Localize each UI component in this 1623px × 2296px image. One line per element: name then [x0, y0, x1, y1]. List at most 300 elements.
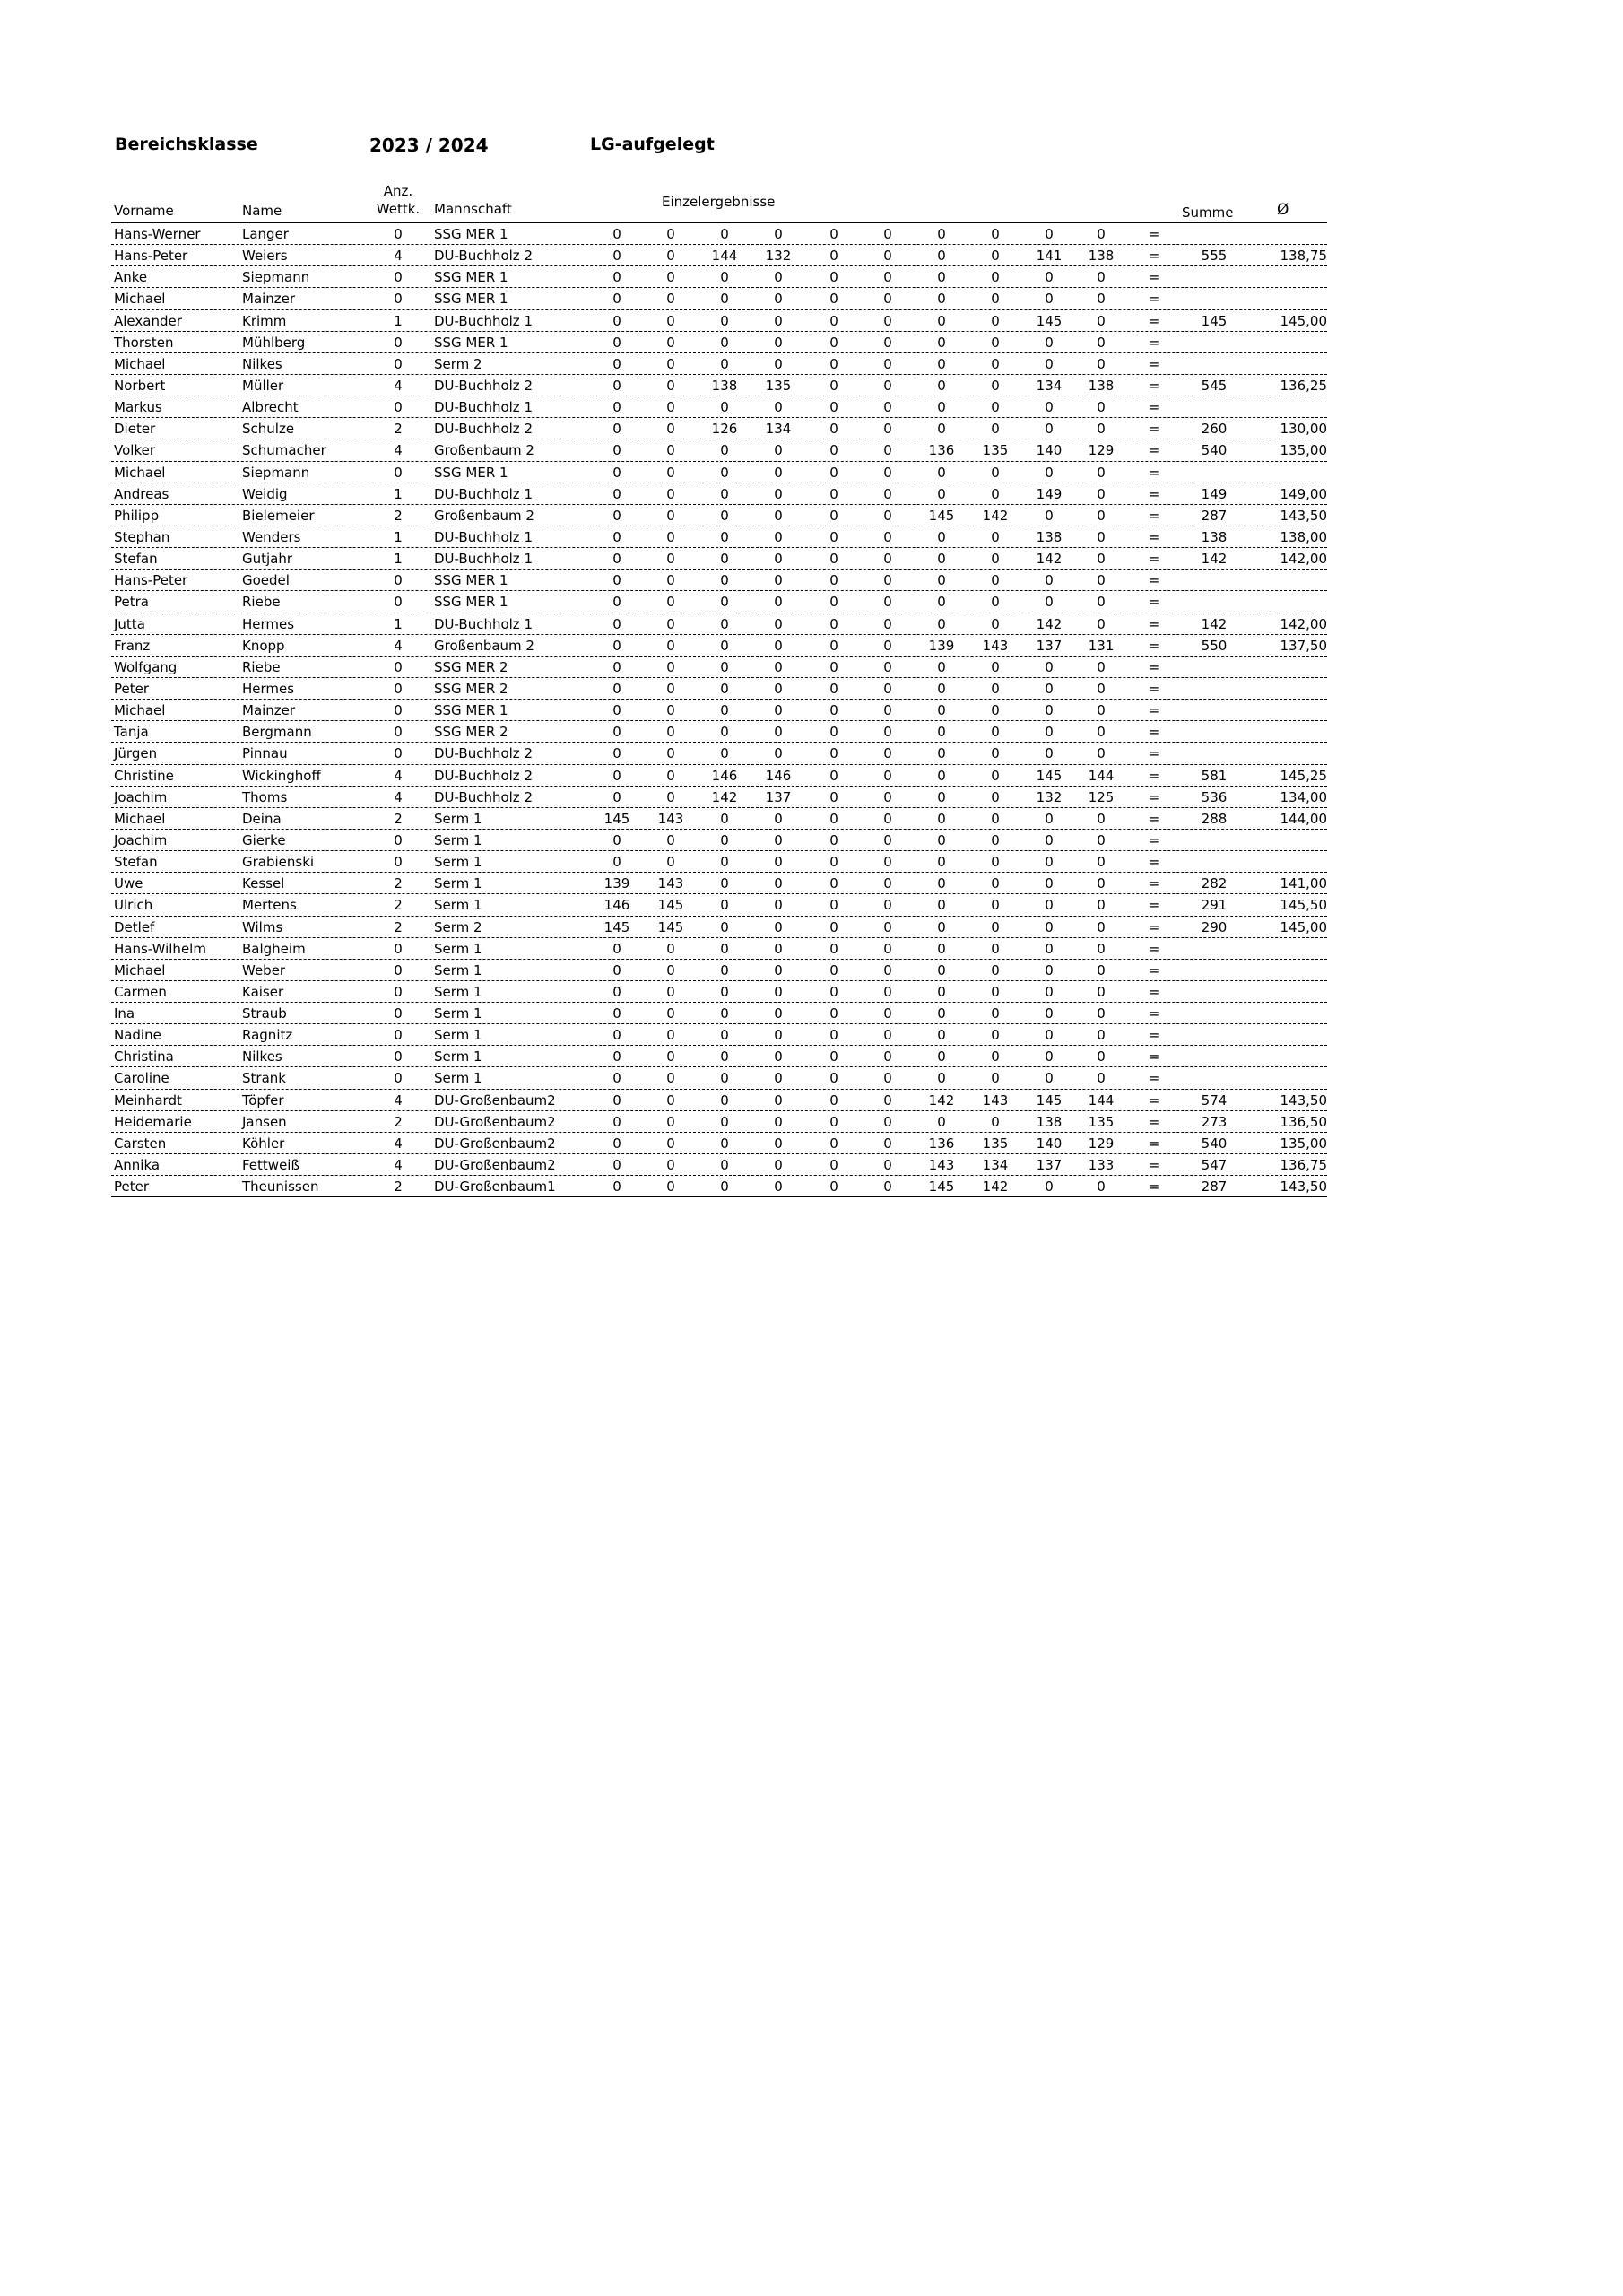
team-cell: SSG MER 1 [434, 226, 508, 242]
sum-cell: 555 [1201, 248, 1228, 265]
result-cell: 0 [666, 442, 675, 459]
result-cell: 140 [1036, 442, 1063, 459]
result-cell: 0 [829, 875, 838, 892]
result-cell: 0 [883, 767, 892, 784]
last-name-cell: Schulze [242, 421, 295, 438]
result-cell: 0 [1097, 399, 1106, 416]
last-name-cell: Knopp [242, 637, 285, 654]
result-cell: 144 [1088, 1091, 1115, 1109]
result-cell: 0 [612, 767, 621, 784]
col-results: Einzelergebnisse [662, 194, 776, 210]
result-cell: 0 [991, 961, 1000, 978]
result-cell: 0 [829, 1027, 838, 1044]
first-name-cell: Wolfgang [114, 658, 178, 675]
result-cell: 0 [829, 572, 838, 589]
average-cell: 145,00 [1280, 918, 1327, 935]
result-cell: 0 [991, 594, 1000, 611]
result-cell: 0 [774, 442, 783, 459]
team-cell: Serm 1 [434, 961, 482, 978]
table-row [111, 917, 1327, 938]
team-cell: SSG MER 2 [434, 680, 508, 697]
result-cell: 0 [612, 1178, 621, 1196]
equals-sign: = [1148, 961, 1160, 978]
class-title: Bereichsklasse [115, 135, 258, 154]
average-cell: 142,00 [1280, 615, 1327, 632]
result-cell: 0 [612, 485, 621, 502]
result-cell: 0 [720, 1027, 729, 1044]
result-cell: 136 [928, 1135, 955, 1152]
result-cell: 0 [829, 528, 838, 545]
table-row [111, 591, 1327, 613]
result-cell: 146 [711, 767, 738, 784]
first-name-cell: Peter [114, 680, 150, 697]
count-cell: 4 [394, 1135, 403, 1152]
count-cell: 0 [394, 1005, 403, 1022]
result-cell: 0 [720, 831, 729, 848]
sum-cell: 581 [1201, 767, 1228, 784]
result-cell: 0 [937, 528, 946, 545]
result-cell: 0 [720, 702, 729, 719]
result-cell: 0 [720, 269, 729, 286]
result-cell: 0 [1097, 831, 1106, 848]
sum-cell: 540 [1201, 1135, 1228, 1152]
count-cell: 0 [394, 724, 403, 741]
team-cell: SSG MER 1 [434, 572, 508, 589]
count-cell: 0 [394, 658, 403, 675]
equals-sign: = [1148, 334, 1160, 351]
result-cell: 0 [774, 940, 783, 957]
average-cell: 136,25 [1280, 377, 1327, 394]
result-cell: 0 [612, 312, 621, 329]
result-cell: 145 [1036, 312, 1063, 329]
table-row [111, 1111, 1327, 1133]
result-cell: 0 [937, 615, 946, 632]
team-cell: Serm 1 [434, 1070, 482, 1087]
result-cell: 0 [883, 983, 892, 1000]
result-cell: 0 [1097, 918, 1106, 935]
result-cell: 0 [937, 334, 946, 351]
result-cell: 0 [612, 1157, 621, 1174]
team-cell: DU-Buchholz 1 [434, 399, 533, 416]
result-cell: 138 [1036, 1113, 1063, 1130]
result-cell: 0 [829, 831, 838, 848]
result-cell: 0 [937, 226, 946, 242]
result-cell: 0 [937, 572, 946, 589]
result-cell: 0 [720, 355, 729, 372]
first-name-cell: Thorsten [114, 334, 174, 351]
first-name-cell: Norbert [114, 377, 166, 394]
result-cell: 0 [883, 551, 892, 568]
result-cell: 0 [937, 918, 946, 935]
results-table [111, 178, 1327, 1197]
result-cell: 0 [720, 528, 729, 545]
result-cell: 0 [829, 1091, 838, 1109]
result-cell: 0 [883, 724, 892, 741]
result-cell: 0 [829, 355, 838, 372]
first-name-cell: Dieter [114, 421, 156, 438]
result-cell: 0 [1097, 594, 1106, 611]
result-cell: 143 [657, 875, 684, 892]
team-cell: Serm 1 [434, 983, 482, 1000]
equals-sign: = [1148, 226, 1160, 242]
result-cell: 0 [774, 983, 783, 1000]
result-cell: 0 [1097, 724, 1106, 741]
result-cell: 0 [991, 399, 1000, 416]
team-cell: Serm 2 [434, 355, 482, 372]
first-name-cell: Caroline [114, 1070, 169, 1087]
result-cell: 0 [1045, 918, 1054, 935]
last-name-cell: Mainzer [242, 291, 296, 308]
table-row [111, 1003, 1327, 1024]
equals-sign: = [1148, 485, 1160, 502]
result-cell: 0 [937, 810, 946, 827]
result-cell: 0 [666, 961, 675, 978]
result-cell: 0 [991, 767, 1000, 784]
result-cell: 0 [829, 421, 838, 438]
equals-sign: = [1148, 983, 1160, 1000]
count-cell: 4 [394, 767, 403, 784]
result-cell: 0 [1097, 334, 1106, 351]
equals-sign: = [1148, 377, 1160, 394]
result-cell: 0 [666, 269, 675, 286]
sum-cell: 142 [1201, 615, 1228, 632]
table-row [111, 700, 1327, 721]
table-row [111, 1046, 1327, 1067]
count-cell: 0 [394, 1048, 403, 1065]
result-cell: 141 [1036, 248, 1063, 265]
result-cell: 0 [991, 810, 1000, 827]
first-name-cell: Christine [114, 767, 174, 784]
result-cell: 0 [720, 983, 729, 1000]
table-row [111, 938, 1327, 960]
result-cell: 0 [666, 854, 675, 871]
table-row [111, 548, 1327, 570]
result-cell: 0 [774, 658, 783, 675]
col-sum: Summe [1182, 204, 1234, 221]
last-name-cell: Wenders [242, 528, 301, 545]
result-cell: 137 [765, 788, 792, 805]
result-cell: 0 [829, 1005, 838, 1022]
sum-cell: 550 [1201, 637, 1228, 654]
table-row [111, 332, 1327, 353]
result-cell: 0 [666, 745, 675, 762]
table-row [111, 288, 1327, 309]
last-name-cell: Mainzer [242, 702, 296, 719]
result-cell: 0 [612, 1005, 621, 1022]
result-cell: 0 [829, 269, 838, 286]
result-cell: 0 [829, 637, 838, 654]
count-cell: 2 [394, 918, 403, 935]
equals-sign: = [1148, 1178, 1160, 1196]
result-cell: 135 [982, 1135, 1009, 1152]
table-row [111, 1067, 1327, 1089]
last-name-cell: Töpfer [242, 1091, 284, 1109]
count-cell: 1 [394, 551, 403, 568]
result-cell: 0 [774, 226, 783, 242]
first-name-cell: Franz [114, 637, 151, 654]
result-cell: 0 [666, 528, 675, 545]
result-cell: 0 [720, 897, 729, 914]
average-cell: 149,00 [1280, 485, 1327, 502]
result-cell: 0 [1045, 421, 1054, 438]
result-cell: 0 [829, 680, 838, 697]
first-name-cell: Jutta [114, 615, 145, 632]
table-row [111, 375, 1327, 396]
last-name-cell: Nilkes [242, 355, 282, 372]
count-cell: 1 [394, 485, 403, 502]
team-cell: SSG MER 1 [434, 291, 508, 308]
result-cell: 149 [1036, 485, 1063, 502]
result-cell: 0 [720, 464, 729, 481]
result-cell: 0 [612, 1091, 621, 1109]
table-row [111, 981, 1327, 1003]
result-cell: 0 [666, 940, 675, 957]
result-cell: 0 [612, 1113, 621, 1130]
result-cell: 0 [883, 464, 892, 481]
result-cell: 0 [774, 291, 783, 308]
result-cell: 0 [1045, 1178, 1054, 1196]
result-cell: 0 [720, 334, 729, 351]
last-name-cell: Hermes [242, 615, 295, 632]
count-cell: 0 [394, 1027, 403, 1044]
first-name-cell: Petra [114, 594, 149, 611]
result-cell: 0 [1097, 983, 1106, 1000]
first-name-cell: Andreas [114, 485, 169, 502]
result-cell: 0 [1045, 269, 1054, 286]
equals-sign: = [1148, 875, 1160, 892]
result-cell: 142 [928, 1091, 955, 1109]
result-cell: 0 [883, 875, 892, 892]
result-cell: 0 [1045, 875, 1054, 892]
first-name-cell: Heidemarie [114, 1113, 192, 1130]
result-cell: 0 [937, 1070, 946, 1087]
result-cell: 0 [666, 334, 675, 351]
table-row [111, 657, 1327, 678]
result-cell: 0 [720, 551, 729, 568]
result-cell: 0 [666, 551, 675, 568]
result-cell: 0 [612, 291, 621, 308]
result-cell: 0 [1045, 334, 1054, 351]
team-cell: DU-Buchholz 1 [434, 551, 533, 568]
result-cell: 0 [1097, 312, 1106, 329]
equals-sign: = [1148, 1091, 1160, 1109]
result-cell: 0 [720, 1005, 729, 1022]
table-row [111, 1090, 1327, 1111]
team-cell: SSG MER 1 [434, 702, 508, 719]
result-cell: 0 [937, 464, 946, 481]
first-name-cell: Joachim [114, 788, 168, 805]
result-cell: 0 [720, 1070, 729, 1087]
table-row [111, 873, 1327, 894]
first-name-cell: Ina [114, 1005, 135, 1022]
result-cell: 140 [1036, 1135, 1063, 1152]
result-cell: 0 [612, 594, 621, 611]
count-cell: 0 [394, 572, 403, 589]
result-cell: 132 [765, 248, 792, 265]
result-cell: 0 [1097, 897, 1106, 914]
count-cell: 4 [394, 1091, 403, 1109]
last-name-cell: Hermes [242, 680, 295, 697]
result-cell: 145 [657, 897, 684, 914]
team-cell: DU-Großenbaum2 [434, 1157, 556, 1174]
last-name-cell: Riebe [242, 594, 281, 611]
team-cell: DU-Buchholz 1 [434, 485, 533, 502]
result-cell: 0 [1045, 507, 1054, 524]
result-cell: 0 [991, 918, 1000, 935]
result-cell: 0 [829, 897, 838, 914]
result-cell: 0 [1045, 724, 1054, 741]
count-cell: 1 [394, 615, 403, 632]
result-cell: 144 [711, 248, 738, 265]
equals-sign: = [1148, 291, 1160, 308]
table-row [111, 830, 1327, 851]
result-cell: 0 [1045, 897, 1054, 914]
result-cell: 0 [937, 940, 946, 957]
result-cell: 0 [991, 615, 1000, 632]
result-cell: 0 [1045, 1048, 1054, 1065]
result-cell: 145 [1036, 767, 1063, 784]
result-cell: 0 [774, 551, 783, 568]
first-name-cell: Philipp [114, 507, 160, 524]
result-cell: 145 [657, 918, 684, 935]
result-cell: 0 [612, 637, 621, 654]
first-name-cell: Michael [114, 355, 166, 372]
result-cell: 0 [937, 897, 946, 914]
first-name-cell: Michael [114, 291, 166, 308]
result-cell: 133 [1088, 1157, 1115, 1174]
result-cell: 135 [1088, 1113, 1115, 1130]
result-cell: 0 [720, 680, 729, 697]
result-cell: 0 [612, 1027, 621, 1044]
result-cell: 0 [937, 680, 946, 697]
result-cell: 0 [1097, 291, 1106, 308]
result-cell: 0 [991, 745, 1000, 762]
result-cell: 0 [774, 1027, 783, 1044]
equals-sign: = [1148, 594, 1160, 611]
result-cell: 0 [666, 1005, 675, 1022]
sum-cell: 290 [1201, 918, 1228, 935]
col-last-name: Name [242, 203, 282, 219]
equals-sign: = [1148, 399, 1160, 416]
equals-sign: = [1148, 810, 1160, 827]
season-title: 2023 / 2024 [369, 135, 489, 156]
col-count-bottom: Wettk. [376, 201, 421, 217]
result-cell: 0 [720, 1135, 729, 1152]
result-cell: 0 [666, 485, 675, 502]
count-cell: 2 [394, 897, 403, 914]
table-row [111, 1176, 1327, 1197]
result-cell: 0 [883, 680, 892, 697]
last-name-cell: Theunissen [242, 1178, 319, 1196]
result-cell: 0 [720, 442, 729, 459]
result-cell: 0 [720, 1157, 729, 1174]
equals-sign: = [1148, 831, 1160, 848]
result-cell: 0 [1045, 940, 1054, 957]
result-cell: 0 [612, 421, 621, 438]
last-name-cell: Bergmann [242, 724, 312, 741]
first-name-cell: Michael [114, 464, 166, 481]
equals-sign: = [1148, 702, 1160, 719]
result-cell: 0 [1097, 1178, 1106, 1196]
team-cell: DU-Großenbaum2 [434, 1113, 556, 1130]
result-cell: 0 [774, 528, 783, 545]
result-cell: 0 [829, 226, 838, 242]
last-name-cell: Kaiser [242, 983, 284, 1000]
result-cell: 0 [937, 1027, 946, 1044]
last-name-cell: Langer [242, 226, 289, 242]
result-cell: 0 [829, 788, 838, 805]
result-cell: 135 [765, 377, 792, 394]
count-cell: 0 [394, 464, 403, 481]
count-cell: 0 [394, 961, 403, 978]
equals-sign: = [1148, 788, 1160, 805]
table-header [111, 178, 1327, 223]
result-cell: 0 [829, 1070, 838, 1087]
result-cell: 0 [883, 248, 892, 265]
result-cell: 0 [829, 507, 838, 524]
result-cell: 0 [937, 961, 946, 978]
count-cell: 2 [394, 1113, 403, 1130]
team-cell: SSG MER 2 [434, 658, 508, 675]
last-name-cell: Köhler [242, 1135, 285, 1152]
last-name-cell: Gierke [242, 831, 286, 848]
sum-cell: 291 [1201, 897, 1228, 914]
team-cell: Serm 1 [434, 1005, 482, 1022]
count-cell: 2 [394, 1178, 403, 1196]
result-cell: 0 [937, 875, 946, 892]
count-cell: 0 [394, 334, 403, 351]
team-cell: DU-Buchholz 2 [434, 745, 533, 762]
result-cell: 139 [603, 875, 630, 892]
first-name-cell: Christina [114, 1048, 174, 1065]
result-cell: 0 [666, 594, 675, 611]
team-cell: SSG MER 1 [434, 269, 508, 286]
result-cell: 0 [612, 248, 621, 265]
result-cell: 142 [1036, 615, 1063, 632]
result-cell: 0 [1097, 702, 1106, 719]
table-row [111, 310, 1327, 332]
result-cell: 0 [612, 551, 621, 568]
result-cell: 0 [937, 658, 946, 675]
result-cell: 0 [666, 355, 675, 372]
result-cell: 142 [711, 788, 738, 805]
table-row [111, 266, 1327, 288]
result-cell: 0 [720, 507, 729, 524]
team-cell: Serm 2 [434, 918, 482, 935]
result-cell: 0 [883, 637, 892, 654]
result-cell: 0 [829, 961, 838, 978]
result-cell: 0 [1045, 464, 1054, 481]
result-cell: 0 [720, 961, 729, 978]
sum-cell: 547 [1201, 1157, 1228, 1174]
result-cell: 0 [883, 1027, 892, 1044]
result-cell: 0 [666, 1091, 675, 1109]
result-cell: 0 [883, 658, 892, 675]
result-cell: 0 [612, 377, 621, 394]
result-cell: 136 [928, 442, 955, 459]
average-cell: 141,00 [1280, 875, 1327, 892]
result-cell: 0 [991, 658, 1000, 675]
result-cell: 0 [612, 615, 621, 632]
result-cell: 0 [991, 854, 1000, 871]
table-row [111, 894, 1327, 916]
result-cell: 0 [1045, 226, 1054, 242]
result-cell: 0 [883, 615, 892, 632]
count-cell: 0 [394, 745, 403, 762]
result-cell: 0 [1045, 1005, 1054, 1022]
result-cell: 0 [937, 551, 946, 568]
result-cell: 0 [774, 702, 783, 719]
